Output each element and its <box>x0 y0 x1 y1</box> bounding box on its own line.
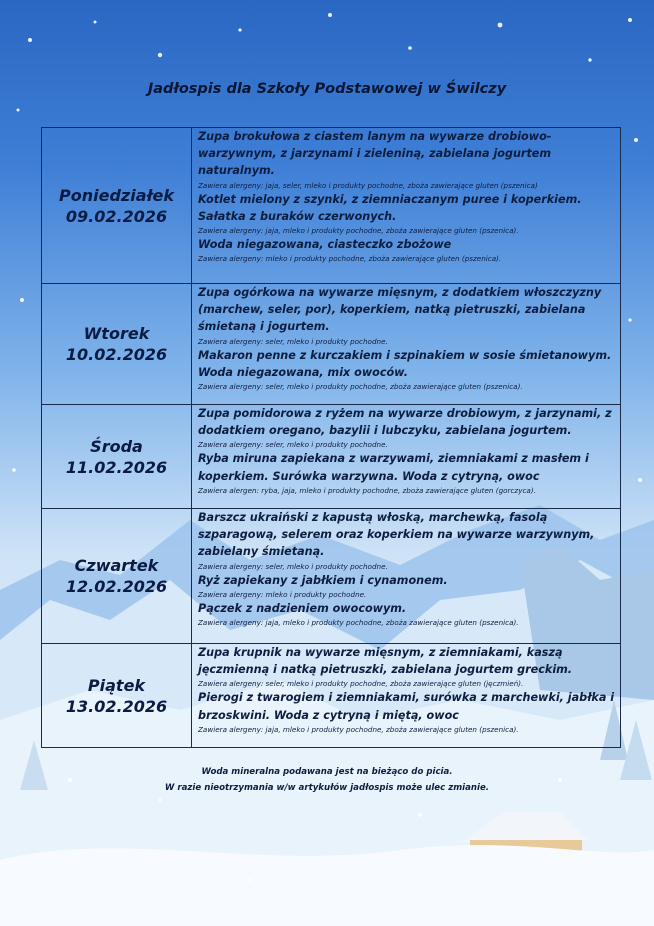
footer-note-changes: W razie nieotrzymania w/w artykułów jadłospis może ulec zmianie. <box>164 783 490 793</box>
meals-cell <box>192 405 621 509</box>
allergen-text: Zawiera alergeny: jaja, mleko i produkty pochodne, zboża zawierające gluten (pszenica). <box>198 618 519 628</box>
day-name: Środa <box>90 436 143 456</box>
meal-text: Zupa pomidorowa z ryżem na wywarze drobiowym, z jarzynami, z dodatkiem oregano, bazylii i lubczyku, zabielana jogurtem. <box>198 407 612 438</box>
meal-text: Zupa krupnik na wywarze mięsnym, z ziemniakami, kaszą jęczmienną i natką pietruszki, zabielana jogurtem greckim. <box>198 646 573 677</box>
allergen-text: Zawiera alergeny: mleko i produkty pochodne. <box>198 589 367 599</box>
day-cell <box>42 405 192 509</box>
day-cell <box>42 644 192 748</box>
day-name: Piątek <box>87 675 146 695</box>
allergen-text: Zawiera alergeny: jaja, mleko i produkty pochodne, zboża zawierające gluten (pszenica). <box>198 724 519 734</box>
day-name: Czwartek <box>74 556 159 575</box>
meals-cell <box>192 509 621 644</box>
meal-text: Zupa ogórkowa na wywarze mięsnym, z dodatkiem włoszczyzny (marchew, seler, por), koperkiem, natką pietruszki, zabielana śmietaną i jogurtem. <box>198 286 602 334</box>
day-row <box>42 284 621 405</box>
day-row <box>42 509 621 644</box>
day-date: 11.02.2026 <box>65 457 168 477</box>
meals-cell <box>192 128 621 284</box>
meal-text: Kotlet mielony z szynki, z ziemniaczanym puree i koperkiem. Sałatka z buraków czerwonych. <box>198 192 582 223</box>
meal-text: Barszcz ukraiński z kapustą włoską, marchewką, fasolą szparagową, selerem oraz koperkiem na wywarze warzywnym, zabielany śmietaną. <box>198 511 595 559</box>
allergen-text: Zawiera alergeny: seler, mleko i produkty pochodne, zboża zawierające gluten (jęczmień). <box>198 679 524 689</box>
day-date: 09.02.2026 <box>65 206 168 226</box>
footer-note-water: Woda mineralna podawana jest na bieżąco do picia. <box>201 767 453 777</box>
allergen-text: Zawiera alergen: ryba, jaja, mleko i produkty pochodne, zboża zawierające gluten (gorczyca). <box>198 485 536 495</box>
meals-cell <box>192 284 621 405</box>
day-cell <box>42 509 192 644</box>
meals-cell <box>192 644 621 748</box>
meal-text: Ryba miruna zapiekana z warzywami, ziemniakami z masłem i koperkiem. Surówka warzywna. Woda z cytryną, owoc <box>198 452 589 483</box>
day-date: 10.02.2026 <box>65 345 168 364</box>
day-name: Poniedziałek <box>59 185 174 205</box>
day-date: 12.02.2026 <box>65 577 168 596</box>
allergen-text: Zawiera alergeny: jaja, seler, mleko i produkty pochodne, zboża zawierające gluten (pszenica) <box>198 180 538 190</box>
day-row <box>42 128 621 284</box>
allergen-text: Zawiera alergeny: seler, mleko i produkty pochodne. <box>198 440 388 450</box>
allergen-text: Zawiera alergeny: seler, mleko i produkty pochodne. <box>198 561 388 571</box>
day-date: 13.02.2026 <box>65 696 168 716</box>
day-row <box>42 405 621 509</box>
meal-text: Pączek z nadzieniem owocowym. <box>198 601 407 615</box>
meal-text: Ryż zapiekany z jabłkiem i cynamonem. <box>198 573 448 587</box>
day-cell <box>42 284 192 405</box>
page-title: Jadłospis dla Szkoły Podstawowej w Świlczy <box>147 81 507 97</box>
meal-text: Zupa brokułowa z ciastem lanym na wywarze drobiowo-warzywnym, z jarzynami i zieleniną, zabielana jogurtem naturalnym. <box>198 130 552 178</box>
meal-text: Makaron penne z kurczakiem i szpinakiem w sosie śmietanowym. Woda niegazowana, mix owoców. <box>198 348 612 379</box>
menu-table <box>41 127 621 748</box>
day-name: Wtorek <box>83 324 150 343</box>
day-cell <box>42 128 192 284</box>
allergen-text: Zawiera alergeny: mleko i produkty pochodne, zboża zawierające gluten (pszenica). <box>198 254 502 264</box>
meal-text: Pierogi z twarogiem i ziemniakami, surówka z marchewki, jabłka i brzoskwini. Woda z cytryną i miętą, owoc <box>198 691 615 722</box>
allergen-text: Zawiera alergeny: seler, mleko i produkty pochodne, zboża zawierające gluten (pszenica). <box>198 382 523 392</box>
allergen-text: Zawiera alergeny: seler, mleko i produkty pochodne. <box>198 336 388 346</box>
allergen-text: Zawiera alergeny: jaja, mleko i produkty pochodne, zboża zawierające gluten (pszenica). <box>198 226 519 236</box>
meal-text: Woda niegazowana, ciasteczko zbożowe <box>198 238 452 252</box>
day-row <box>42 644 621 748</box>
